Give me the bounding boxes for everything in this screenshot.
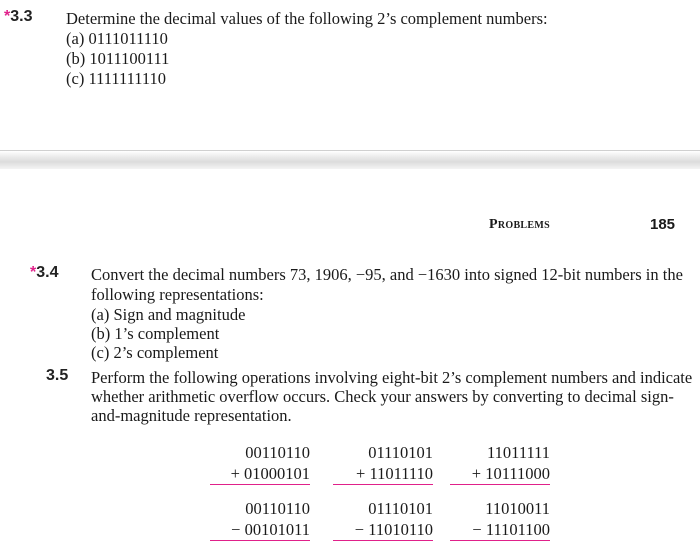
operation-bottom-operand: + 11011110 [333, 464, 433, 485]
problem-3-3-number [4, 8, 32, 26]
operation-4 [210, 499, 310, 541]
problem-3-4-item-b: (b) 1’s complement [91, 324, 220, 343]
problem-3-5-number [46, 367, 68, 385]
problem-3-4-line-2: following representations: [91, 285, 264, 304]
operation-bottom-operand: − 11010110 [333, 520, 433, 541]
page-break-divider [0, 150, 700, 169]
operation-bottom-operand: + 01000101 [210, 464, 310, 485]
operation-top-operand: 01110101 [368, 443, 433, 462]
operation-5 [333, 499, 433, 541]
problem-3-5-line-3: and-magnitude representation. [91, 406, 292, 425]
operation-top-operand: 00110110 [245, 499, 310, 518]
problem-3-4-number [30, 264, 58, 282]
operation-bottom-operand: − 11101100 [450, 520, 550, 541]
operation-1 [210, 443, 310, 485]
starred-marker: * [30, 264, 37, 281]
problem-3-5-line-2: whether arithmetic overflow occurs. Check your answers by converting to decimal sign- [91, 387, 674, 406]
operation-6 [450, 499, 550, 541]
operation-bottom-operand: + 10111000 [450, 464, 550, 485]
problem-number: 3.3 [10, 8, 33, 25]
problem-3-4-item-a: (a) Sign and magnitude [91, 305, 246, 324]
running-head-title: Problems [489, 217, 550, 232]
operation-2 [333, 443, 433, 485]
problem-number: 3.5 [46, 367, 69, 384]
operation-top-operand: 11011111 [487, 443, 550, 462]
page-number: 185 [650, 216, 676, 233]
problem-3-4-line-1: Convert the decimal numbers 73, 1906, −95, and −1630 into signed 12-bit numbers in the [91, 265, 683, 284]
problem-3-3-item-b: (b) 1011100111 [66, 49, 170, 68]
operation-3 [450, 443, 550, 485]
problem-number: 3.4 [36, 264, 59, 281]
problem-3-5-line-1: Perform the following operations involving eight-bit 2’s complement numbers and indicate [91, 368, 693, 387]
operation-bottom-operand: − 00101011 [210, 520, 310, 541]
problem-3-3-item-c: (c) 1111111110 [66, 69, 167, 88]
operation-top-operand: 01110101 [368, 499, 433, 518]
operation-top-operand: 11010011 [485, 499, 550, 518]
starred-marker: * [4, 8, 11, 25]
problem-3-3-item-a: (a) 0111011110 [66, 29, 168, 48]
problem-3-3-prompt: Determine the decimal values of the following 2’s complement numbers: [66, 9, 548, 28]
operation-top-operand: 00110110 [245, 443, 310, 462]
problem-3-4-item-c: (c) 2’s complement [91, 343, 219, 362]
